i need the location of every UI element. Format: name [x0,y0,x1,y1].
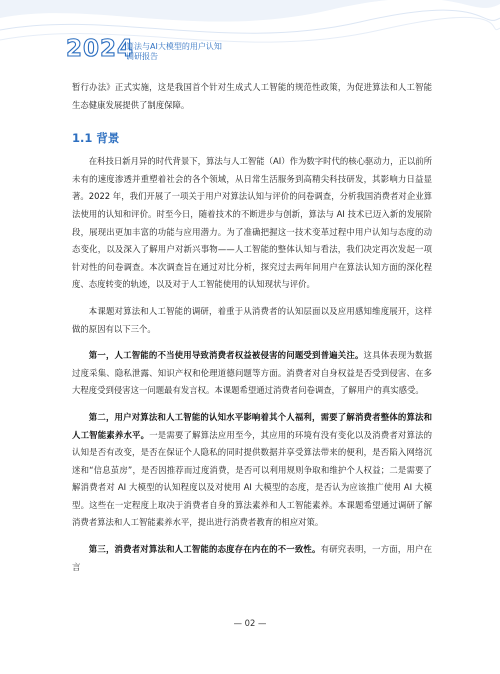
report-year: 2024 [66,36,135,62]
section-title: 1.1 背景 [72,131,120,146]
report-title-line1: 算法与AI大模型的用户认知 [126,42,222,51]
reasons-intro-paragraph: 本课题对算法和人工智能的调研，着重于从消费者的认知层面以及应用感知维度展开，这样做的原因有以下三个。 [72,305,432,334]
report-header [0,0,500,72]
reason-one-lead: 第一，人工智能的不当使用导致消费者权益被侵害的问题受到普遍关注。 [88,350,364,361]
background-paragraph: 在科技日新月异的时代背景下，算法与人工智能（AI）作为数字时代的核心驱动力，正以前所未有的速度渗透并重塑着社会的各个领域，从日常生活服务到高精尖科技研发，其影响力日益显著。2022 年，我们开展了一项关于用户对算法认知与评价的问卷调查，分析我国消费者对企业算法使用的认知和评价。时至今日，随着技术的不断进步与创新，算法与 AI 技术已迈入新的发展阶段，展现出更加丰富的功能与应用潜力。为了准确把握这一技术变革过程中用户认知与态度的动态变化，以及深入了解用户对新兴事物——人工智能的整体认知与看法，我们决定再次发起一项针对性的问卷调查。本次调查旨在通过对比分析，探究过去两年间用户在算法认知方面的深化程度、态度转变的轨迹，以及对于人工智能使用的认知现状与评价。 [72,156,432,290]
continued-paragraph: 暂行办法》正式实施，这是我国首个针对生成式人工智能的规范性政策，为促进算法和人工智能生态健康发展提供了制度保障。 [72,82,432,110]
reason-three-lead: 第三，消费者对算法和人工智能的态度存在内在的不一致性。 [88,544,321,555]
reason-two-paragraph [72,409,432,532]
page-content [72,79,432,576]
page-number: — 02 — [233,618,267,628]
reason-two-lead: 第二，用户对算法和人工智能的认知水平影响着其个人福利，需要了解消费者整体的算法和人工智能素养水平。 [72,411,432,440]
reason-one-body: 这具体表现为数据过度采集、隐私泄露、知识产权和伦理道德问题等方面。消费者对自身权益是否受到侵害、在多大程度受到侵害这一问题最有发言权。本课题希望通过消费者问卷调查，了解用户的真实感受。 [72,350,433,396]
reason-three-body: 有研究表明，一方面，用户在言 [72,544,433,572]
reason-three-paragraph [72,541,432,576]
reason-two-body: 一是需要了解算法应用至今，其应用的环境有没有变化以及消费者对算法的认知是否有改变，是否在保证个人隐私的同时提供数据并享受算法带来的便利，是否陷入网络沉迷和“信息茧房”，是否因推荐而过度消费，是否可以利用规则争取和维护个人权益；二是需要了解消费者对 AI 大模型的认知程度以及对使用 AI 大模型的态度，是否认为应该推广使用 AI 大模型。这些在一定程度上取决于消费者自身的算法素养和人工智能素养。本课题希望通过调研了解消费者算法和人工智能素养水平，提出进行消费者教育的相应对策。 [72,429,432,528]
reason-one-paragraph [72,347,432,400]
report-title-line2: 调研报告 [126,52,158,61]
